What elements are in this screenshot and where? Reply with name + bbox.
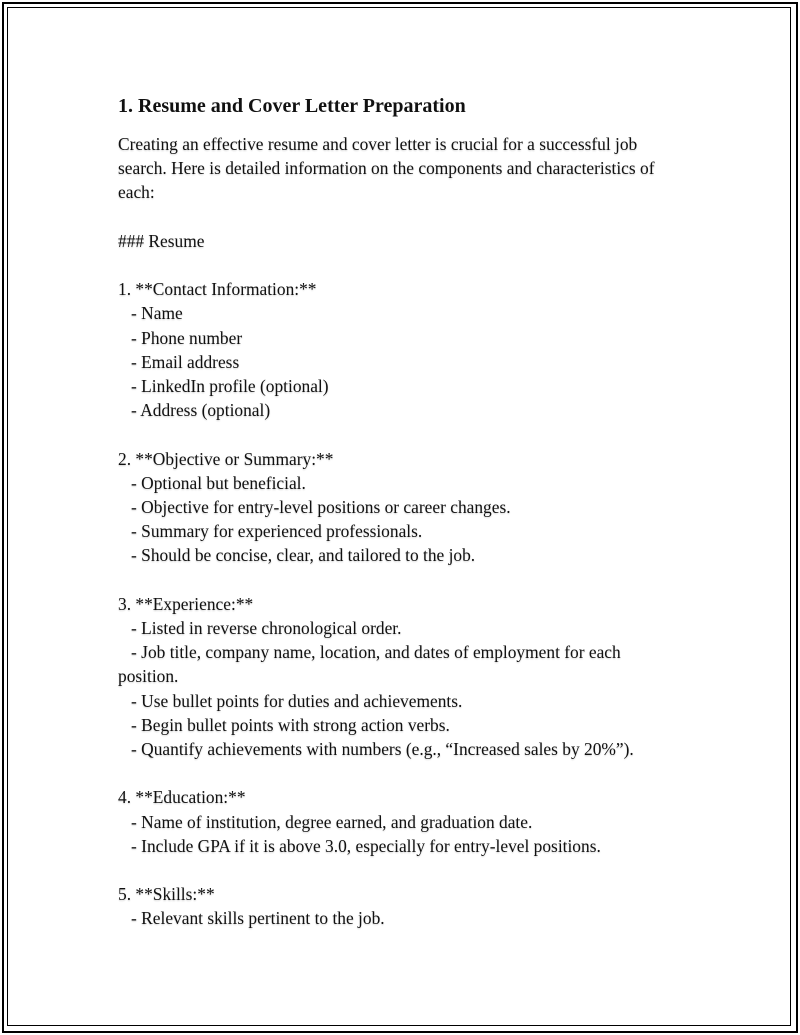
intro-line: each: [118,182,155,203]
document-page [118,92,698,931]
list-item: - Phone number [118,327,243,348]
list-item: - Relevant skills pertinent to the job. [118,908,385,929]
list-section-title: 1. **Contact Information:** [118,279,317,300]
list-section-objective [118,447,698,568]
list-item: - Name of institution, degree earned, and graduation date. [118,811,533,832]
list-item: - Use bullet points for duties and achievements. [118,690,463,711]
resume-subheading: ### Resume [118,230,205,251]
list-section-title: 2. **Objective or Summary:** [118,448,334,469]
list-item-continuation: position. [118,666,179,687]
list-item: - Objective for entry-level positions or career changes. [118,497,511,517]
list-item: - Begin bullet points with strong action verbs. [118,714,450,735]
list-item: - Job title, company name, location, and dates of employment for each [118,642,621,663]
list-item: - Listed in reverse chronological order. [118,618,402,638]
intro-line: Creating an effective resume and cover letter is crucial for a successful job [118,134,638,154]
list-section-contact [118,277,698,422]
list-item: - LinkedIn profile (optional) [118,376,329,396]
list-section-title: 4. **Education:** [118,787,246,808]
list-section-title: 3. **Experience:** [118,593,254,614]
intro-paragraph [118,132,698,205]
list-item: - Should be concise, clear, and tailored to the job. [118,545,476,566]
list-item: - Optional but beneficial. [118,472,306,493]
list-item: - Name [118,303,183,324]
list-section-skills [118,882,698,930]
intro-line: search. Here is detailed information on the components and characteristics of [118,158,655,179]
list-section-education [118,785,698,858]
list-item: - Include GPA if it is above 3.0, especially for entry-level positions. [118,835,601,856]
list-section-experience [118,592,698,761]
section-heading: 1. Resume and Cover Letter Preparation [118,95,466,117]
list-section-title: 5. **Skills:** [118,884,215,905]
list-item: - Address (optional) [118,400,271,421]
list-item: - Email address [118,351,240,372]
list-item: - Quantify achievements with numbers (e.g., “Increased sales by 20%”). [118,739,634,760]
list-item: - Summary for experienced professionals. [118,521,423,542]
